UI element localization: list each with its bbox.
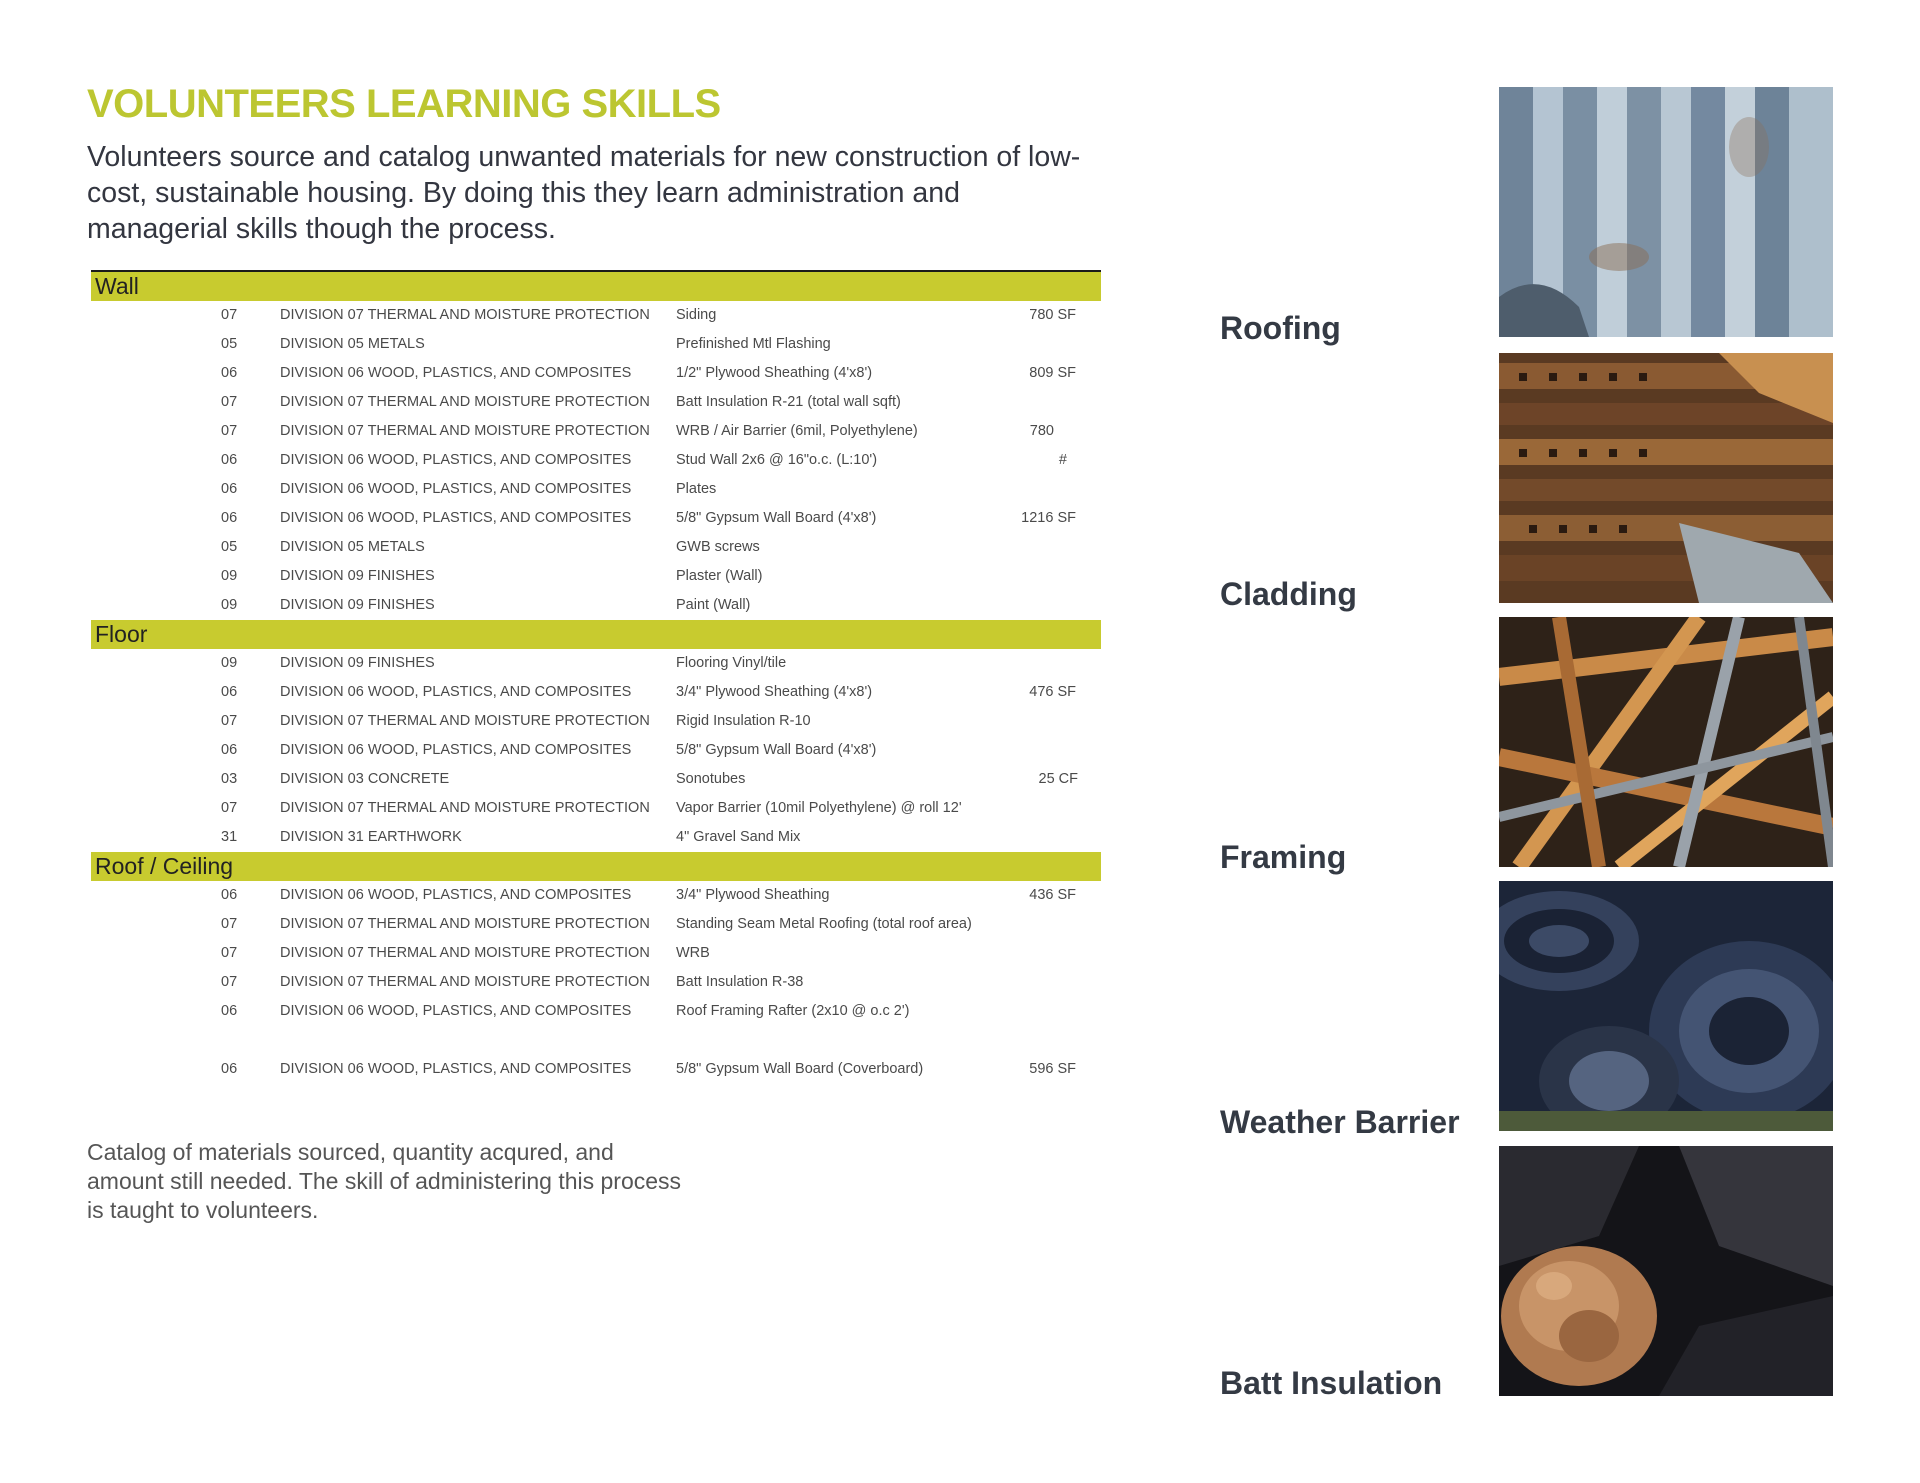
row-item: Prefinished Mtl Flashing xyxy=(676,336,831,352)
section-header-wall: Wall xyxy=(91,272,1101,301)
row-division: DIVISION 07 THERMAL AND MOISTURE PROTECTION xyxy=(280,800,650,816)
row-quantity: 436 SF xyxy=(1029,887,1076,903)
table-row xyxy=(91,910,1101,939)
row-division: DIVISION 05 METALS xyxy=(280,336,425,352)
table-row xyxy=(91,504,1101,533)
row-quantity: 780 SF xyxy=(1029,307,1076,323)
row-code: 06 xyxy=(221,510,238,526)
row-item: 3/4" Plywood Sheathing (4'x8') xyxy=(676,684,873,700)
row-item: Paint (Wall) xyxy=(676,597,751,613)
row-item: 3/4" Plywood Sheathing xyxy=(676,887,830,903)
row-code: 06 xyxy=(221,1061,238,1077)
table-row xyxy=(91,301,1101,330)
row-code: 07 xyxy=(221,394,238,410)
section-header-floor: Floor xyxy=(91,620,1101,649)
row-code: 05 xyxy=(221,336,238,352)
row-quantity: 596 SF xyxy=(1029,1061,1076,1077)
table-row xyxy=(91,765,1101,794)
row-code: 07 xyxy=(221,945,238,961)
table-row xyxy=(91,823,1101,852)
row-code: 09 xyxy=(221,655,238,671)
row-item: Siding xyxy=(676,307,717,323)
table-caption: Catalog of materials sourced, quantity acqured, and amount still needed. The skill of administering this process is taught to volunteers. xyxy=(87,1139,682,1223)
row-item: 1/2" Plywood Sheathing (4'x8') xyxy=(676,365,873,381)
table-row xyxy=(91,475,1101,504)
row-item: GWB screws xyxy=(676,539,760,555)
row-division: DIVISION 06 WOOD, PLASTICS, AND COMPOSITES xyxy=(280,510,632,526)
row-item: Batt Insulation R-21 (total wall sqft) xyxy=(676,394,901,410)
row-item: 4" Gravel Sand Mix xyxy=(676,829,801,845)
row-code: 07 xyxy=(221,423,238,439)
table-row xyxy=(91,330,1101,359)
category-label-weather-barrier: Weather Barrier xyxy=(1220,1104,1460,1140)
row-code: 09 xyxy=(221,597,238,613)
row-quantity: # xyxy=(1058,452,1067,468)
row-quantity: 809 SF xyxy=(1029,365,1076,381)
table-row xyxy=(91,939,1101,968)
row-code: 31 xyxy=(221,829,238,845)
table-row xyxy=(91,794,1101,823)
table-row xyxy=(91,649,1101,678)
row-division: DIVISION 09 FINISHES xyxy=(280,597,435,613)
row-item: Plates xyxy=(676,481,717,497)
row-division: DIVISION 07 THERMAL AND MOISTURE PROTECTION xyxy=(280,713,650,729)
row-item: Vapor Barrier (10mil Polyethylene) @ roll 12' xyxy=(676,800,962,816)
row-division: DIVISION 06 WOOD, PLASTICS, AND COMPOSITES xyxy=(280,742,632,758)
table-row xyxy=(91,533,1101,562)
row-division: DIVISION 06 WOOD, PLASTICS, AND COMPOSITES xyxy=(280,1061,632,1077)
row-code: 07 xyxy=(221,307,238,323)
row-division: DIVISION 09 FINISHES xyxy=(280,655,435,671)
row-code: 07 xyxy=(221,916,238,932)
materials-table xyxy=(91,270,1101,1084)
row-code: 03 xyxy=(221,771,238,787)
row-quantity: 476 SF xyxy=(1029,684,1076,700)
row-division: DIVISION 06 WOOD, PLASTICS, AND COMPOSITES xyxy=(280,684,632,700)
row-item: Plaster (Wall) xyxy=(676,568,763,584)
category-label-roofing: Roofing xyxy=(1220,310,1341,346)
row-division: DIVISION 06 WOOD, PLASTICS, AND COMPOSITES xyxy=(280,1003,632,1019)
row-code: 06 xyxy=(221,1003,238,1019)
row-code: 09 xyxy=(221,568,238,584)
row-code: 06 xyxy=(221,481,238,497)
row-code: 06 xyxy=(221,452,238,468)
row-item: WRB / Air Barrier (6mil, Polyethylene) xyxy=(676,423,918,439)
row-division: DIVISION 31 EARTHWORK xyxy=(280,829,462,845)
row-division: DIVISION 06 WOOD, PLASTICS, AND COMPOSITES xyxy=(280,887,632,903)
batt-insulation-photo xyxy=(1499,1146,1833,1396)
row-quantity: 25 CF xyxy=(1038,771,1078,787)
table-row xyxy=(91,562,1101,591)
row-code: 05 xyxy=(221,539,238,555)
table-row xyxy=(91,881,1101,910)
row-item: Standing Seam Metal Roofing (total roof area) xyxy=(676,916,972,932)
row-item: Batt Insulation R-38 xyxy=(676,974,804,990)
row-division: DIVISION 07 THERMAL AND MOISTURE PROTECTION xyxy=(280,974,650,990)
row-code: 07 xyxy=(221,713,238,729)
row-division: DIVISION 07 THERMAL AND MOISTURE PROTECTION xyxy=(280,945,650,961)
row-code: 06 xyxy=(221,365,238,381)
row-item: 5/8" Gypsum Wall Board (4'x8') xyxy=(676,510,877,526)
category-label-framing: Framing xyxy=(1220,839,1347,875)
row-division: DIVISION 07 THERMAL AND MOISTURE PROTECTION xyxy=(280,423,650,439)
page-title: VOLUNTEERS LEARNING SKILLS xyxy=(87,82,721,126)
table-row xyxy=(91,707,1101,736)
row-code: 06 xyxy=(221,742,238,758)
row-code: 06 xyxy=(221,684,238,700)
row-division: DIVISION 07 THERMAL AND MOISTURE PROTECTION xyxy=(280,916,650,932)
framing-photo xyxy=(1499,617,1833,867)
row-division: DIVISION 06 WOOD, PLASTICS, AND COMPOSITES xyxy=(280,365,632,381)
table-row xyxy=(91,736,1101,765)
weather-barrier-photo xyxy=(1499,881,1833,1131)
row-division: DIVISION 07 THERMAL AND MOISTURE PROTECTION xyxy=(280,307,650,323)
row-item: Stud Wall 2x6 @ 16"o.c. (L:10') xyxy=(676,452,878,468)
row-division: DIVISION 03 CONCRETE xyxy=(280,771,450,787)
row-quantity: 780 xyxy=(1029,423,1054,439)
row-item: Flooring Vinyl/tile xyxy=(676,655,787,671)
table-row xyxy=(91,968,1101,997)
row-item: 5/8" Gypsum Wall Board (Coverboard) xyxy=(676,1061,924,1077)
table-row xyxy=(91,678,1101,707)
row-division: DIVISION 07 THERMAL AND MOISTURE PROTECTION xyxy=(280,394,650,410)
row-quantity: 1216 SF xyxy=(1021,510,1076,526)
table-row xyxy=(91,359,1101,388)
category-label-batt-insulation: Batt Insulation xyxy=(1220,1365,1443,1401)
table-row xyxy=(91,388,1101,417)
table-row xyxy=(91,417,1101,446)
table-row xyxy=(91,997,1101,1026)
row-division: DIVISION 06 WOOD, PLASTICS, AND COMPOSITES xyxy=(280,481,632,497)
row-code: 07 xyxy=(221,800,238,816)
table-row xyxy=(91,591,1101,620)
table-row-spacer xyxy=(91,1026,1101,1055)
row-code: 07 xyxy=(221,974,238,990)
cladding-photo xyxy=(1499,353,1833,603)
row-item: Rigid Insulation R-10 xyxy=(676,713,811,729)
category-label-cladding: Cladding xyxy=(1220,576,1357,612)
intro-paragraph: Volunteers source and catalog unwanted materials for new construction of low-cost, sustainable housing. By doing this they learn administration and managerial skills though the process. xyxy=(87,141,1081,245)
roofing-photo xyxy=(1499,87,1833,337)
row-division: DIVISION 06 WOOD, PLASTICS, AND COMPOSITES xyxy=(280,452,632,468)
row-item: WRB xyxy=(676,945,710,961)
row-item: Sonotubes xyxy=(676,771,746,787)
row-division: DIVISION 09 FINISHES xyxy=(280,568,435,584)
row-code: 06 xyxy=(221,887,238,903)
row-item: Roof Framing Rafter (2x10 @ o.c 2') xyxy=(676,1003,910,1019)
table-row xyxy=(91,1055,1101,1084)
row-division: DIVISION 05 METALS xyxy=(280,539,425,555)
row-item: 5/8" Gypsum Wall Board (4'x8') xyxy=(676,742,877,758)
table-row xyxy=(91,446,1101,475)
section-header-roof-ceiling: Roof / Ceiling xyxy=(91,852,1101,881)
